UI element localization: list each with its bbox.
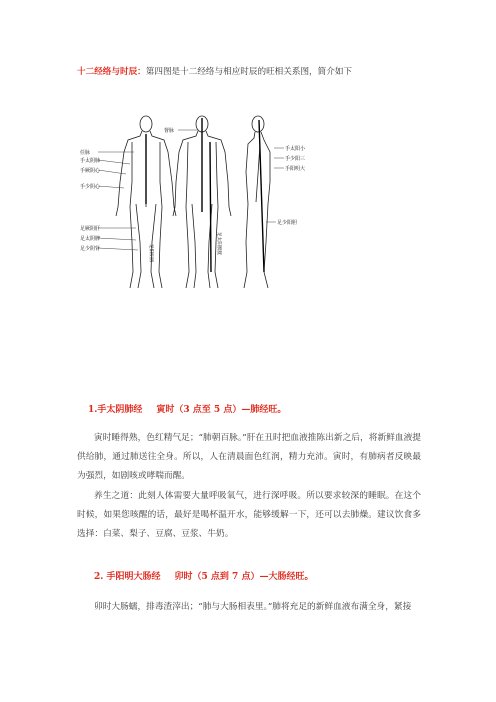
label-heart: 手少阴心 xyxy=(80,184,101,190)
intro-text: 第四图是十二经络与相应时辰的旺相关系图，简介如下 xyxy=(145,67,353,77)
label-small-intestine: 手太阳小 xyxy=(285,146,306,152)
intro-line xyxy=(77,66,437,78)
section-2-heading xyxy=(94,571,313,583)
label-ren-mai: 任脉 xyxy=(80,150,91,156)
section-1-title: 1.手太阴肺经 xyxy=(88,405,143,415)
section-1-heading xyxy=(88,404,286,416)
label-lung: 手太阴肺 xyxy=(80,158,101,164)
meridian-illustration xyxy=(78,112,306,300)
label-du-mai: 督脉 xyxy=(164,128,175,134)
label-kidney: 足少阴肾 xyxy=(80,246,101,252)
label-bladder: 足太阳膀胱 xyxy=(216,232,221,255)
label-sanjiao: 手少阳三 xyxy=(285,156,306,162)
section-2-title: 2. 手阳明大肠经 xyxy=(94,572,161,582)
section-1-paragraph-2: 养生之道：此刻人体需要大量呼吸氧气，进行深呼吸。所以要求较深的睡眠。在这个时候，如果您咳醒的话，最好是喝杯温开水，能够缓解一下，还可以去肺燥。建议饮食多选择：白菜、梨子、豆腐、豆浆、牛奶。 xyxy=(77,491,421,539)
section-2-time: 卯时（5 点到 7 点）—大肠经旺。 xyxy=(174,572,314,582)
label-pericardium: 手厥阴心 xyxy=(80,168,101,174)
label-liver: 足厥阴肝 xyxy=(80,226,101,232)
meridian-figure xyxy=(78,112,306,300)
label-spleen: 足太阴脾 xyxy=(80,236,101,242)
label-gallbladder: 足少阳胆 xyxy=(277,220,298,226)
section-2-paragraph-1: 卯时大肠蠕，排毒渣滓出；“肺与大肠相表里。”肺将充足的新鲜血液布满全身，紧接 xyxy=(94,602,412,612)
section-1-time: 寅时（3 点至 5 点）—肺经旺。 xyxy=(156,405,287,415)
label-stomach: 足阳明胃 xyxy=(148,244,153,263)
label-large-intestine: 手阳明大 xyxy=(285,166,306,172)
intro-title: 十二经络与时辰： xyxy=(77,67,146,77)
section-1-paragraph-1: 寅时睡得熟，色红精气足；“肺朝百脉。”肝在丑时把血液推陈出新之后，将新鲜血液提供给肺，通过肺送往全身。所以，人在清晨面色红润，精力充沛。寅时，有肺病者反映最为强烈，如剧咳或哮喘而醒。 xyxy=(77,433,421,481)
